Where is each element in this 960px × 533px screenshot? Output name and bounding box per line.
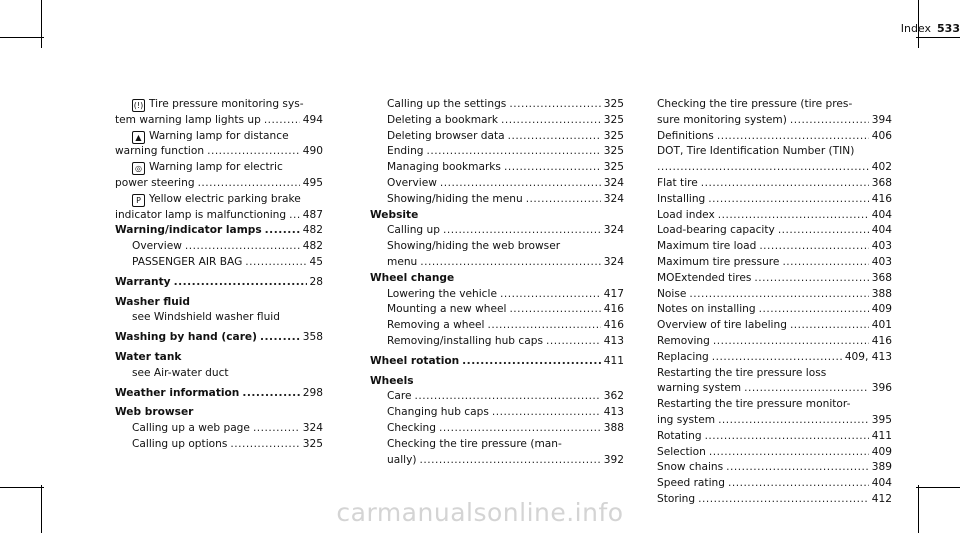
index-entry[interactable]: Showing/hiding the menu ..... 324	[370, 192, 624, 208]
index-entry[interactable]: Managing bookmarks ..... 325	[370, 160, 624, 176]
page-ref[interactable]: 403	[871, 240, 892, 253]
index-entry: Checking the tire pressure (man-	[387, 437, 562, 450]
index-entry[interactable]: Notes on installing ..... 409	[657, 302, 892, 318]
index-column-1	[115, 97, 323, 453]
index-entry[interactable]: warning function ..... 490	[115, 144, 323, 160]
index-heading: Website	[370, 208, 419, 221]
index-entry: Showing/hiding the web browser	[387, 240, 561, 253]
page-ref[interactable]: 416	[871, 334, 892, 347]
page-ref[interactable]: 368	[871, 176, 892, 189]
page-ref[interactable]: 362	[603, 390, 624, 403]
index-heading[interactable]: Weather information ..... 298	[115, 386, 323, 402]
index-entry[interactable]: ually) ..... 392	[370, 453, 624, 469]
index-entry: Checking the tire pressure (tire pres-	[657, 98, 853, 110]
index-heading: Wheel change	[370, 271, 455, 284]
index-entry[interactable]: Load index ..... 404	[657, 208, 892, 224]
index-entry[interactable]: Calling up the settings ..... 325	[370, 97, 624, 113]
see-reference[interactable]: see Windshield washer fluid	[132, 311, 280, 324]
page-ref[interactable]: 298	[302, 386, 323, 399]
page-ref[interactable]: 411	[871, 429, 892, 442]
index-entry[interactable]: Overview of tire labeling ..... 401	[657, 318, 892, 334]
page-ref[interactable]: 45	[309, 255, 323, 268]
page-ref[interactable]: 416	[603, 319, 624, 332]
index-entry[interactable]: Calling up options ..... 325	[115, 437, 323, 453]
page-ref[interactable]: 413	[603, 334, 624, 347]
index-entry[interactable]: Speed rating ..... 404	[657, 476, 892, 492]
index-entry[interactable]: Calling up a web page ..... 324	[115, 421, 323, 437]
crop-mark	[0, 487, 44, 488]
watermark: carmanualsonline.info	[336, 498, 624, 527]
index-entry: P Yellow electric parking brake	[115, 192, 323, 208]
page-ref[interactable]: 388	[871, 287, 892, 300]
page-ref[interactable]: 417	[603, 287, 624, 300]
index-entry[interactable]: MOExtended tires ..... 368	[657, 271, 892, 287]
page-ref[interactable]: 494	[302, 113, 323, 126]
page-ref[interactable]: 325	[302, 437, 323, 450]
index-entry[interactable]	[657, 160, 892, 176]
page-ref[interactable]: 389	[871, 461, 892, 474]
page-ref[interactable]: 404	[871, 224, 892, 237]
see-reference[interactable]: see Air-water duct	[132, 366, 229, 379]
index-entry: Restarting the tire pressure monitor-	[657, 398, 851, 411]
index-entry[interactable]: Rotating ..... 411	[657, 429, 892, 445]
page-ref[interactable]: 411	[603, 354, 624, 367]
page-ref[interactable]: 404	[871, 477, 892, 490]
page-ref[interactable]: 325	[603, 129, 624, 142]
page-ref[interactable]: 396	[871, 382, 892, 395]
index-entry[interactable]: Overview ..... 324	[370, 176, 624, 192]
page-ref[interactable]: 401	[871, 319, 892, 332]
page-ref[interactable]: 409	[871, 303, 892, 316]
page-ref[interactable]: 325	[603, 98, 624, 110]
index-entry[interactable]: Installing ..... 416	[657, 192, 892, 208]
page-ref[interactable]: 487	[302, 208, 323, 221]
index-heading[interactable]: Wheel rotation ..... 411	[370, 354, 624, 370]
index-entry[interactable]: Changing hub caps ..... 413	[370, 405, 624, 421]
page-ref[interactable]: 394	[871, 113, 892, 126]
page-ref[interactable]: 28	[309, 275, 323, 288]
index-heading: Wheels	[370, 374, 414, 387]
index-heading[interactable]: Warning/indicator lamps ..... 482	[115, 223, 323, 239]
crop-mark	[41, 0, 42, 48]
index-entry[interactable]: Mounting a new wheel ..... 416	[370, 302, 624, 318]
index-heading: Washer fluid	[115, 295, 191, 308]
section-title: Index	[900, 22, 932, 35]
page-ref[interactable]: 325	[603, 145, 624, 158]
index-entry[interactable]: Storing ..... 412	[657, 492, 892, 508]
index-heading[interactable]: Warranty ..... 28	[115, 275, 323, 291]
tpms-warning-icon: (!)	[133, 101, 144, 110]
index-entry[interactable]: Care ..... 362	[370, 389, 624, 405]
index-entry[interactable]: Ending ..... 325	[370, 144, 624, 160]
index-entry[interactable]: Removing ..... 416	[657, 334, 892, 350]
index-entry[interactable]: warning system ..... 396	[657, 381, 892, 397]
index-entry[interactable]: Flat tire ..... 368	[657, 176, 892, 192]
index-entry[interactable]: Deleting browser data ..... 325	[370, 129, 624, 145]
index-entry[interactable]: Selection ..... 409	[657, 445, 892, 461]
index-entry[interactable]: Maximum tire pressure ..... 403	[657, 255, 892, 271]
page-ref[interactable]: 392	[603, 453, 624, 466]
page-ref[interactable]: 409	[871, 445, 892, 458]
index-entry: (!) Tire pressure monitoring sys-	[133, 98, 304, 110]
page-ref[interactable]: 416	[603, 303, 624, 316]
index-heading[interactable]: Washing by hand (care) ..... 358	[115, 330, 323, 346]
page-ref[interactable]: 413	[603, 406, 624, 419]
index-entry[interactable]: indicator lamp is malfunctioning ..... 487	[115, 208, 323, 224]
page-ref[interactable]: 358	[302, 331, 323, 344]
index-entry[interactable]: PASSENGER AIR BAG ..... 45	[115, 255, 323, 271]
index-entry: ◎ Warning lamp for electric	[115, 160, 323, 176]
index-entry[interactable]: Overview ..... 482	[115, 239, 323, 255]
page-header	[89, 22, 960, 35]
crop-mark	[916, 487, 960, 488]
page-ref[interactable]: 482	[302, 240, 323, 253]
page-ref[interactable]: 412	[871, 492, 892, 505]
index-column-2	[370, 97, 624, 468]
index-entry[interactable]: Removing/installing hub caps ..... 413	[370, 334, 624, 350]
index-entry[interactable]: Definitions ..... 406	[657, 129, 892, 145]
parking-brake-icon: P	[132, 194, 145, 207]
electric-steering-icon: ◎	[132, 162, 145, 175]
page-ref[interactable]: 406	[871, 129, 892, 142]
index-entry[interactable]: sure monitoring system) ..... 394	[657, 113, 892, 129]
page-ref[interactable]: 402	[871, 161, 892, 174]
index-entry: ▲ Warning lamp for distance	[115, 129, 323, 145]
index-entry[interactable]: menu ..... 324	[370, 255, 624, 271]
page-ref[interactable]: 395	[871, 413, 892, 426]
page-ref[interactable]: 495	[302, 176, 323, 189]
page-ref[interactable]: 324	[603, 176, 624, 189]
index-entry[interactable]: Snow chains ..... 389	[657, 460, 892, 476]
page-ref[interactable]: 325	[603, 161, 624, 174]
index-entry[interactable]: Checking ..... 388	[370, 421, 624, 437]
page-ref[interactable]: 324	[302, 422, 323, 435]
page-ref[interactable]: 368	[871, 271, 892, 284]
page-ref[interactable]: 388	[603, 421, 624, 434]
page-ref[interactable]: 324	[603, 224, 624, 237]
index-entry[interactable]: Deleting a bookmark ..... 325	[370, 113, 624, 129]
page-ref[interactable]: 325	[603, 113, 624, 126]
page-ref[interactable]: 416	[871, 192, 892, 205]
distance-warning-icon: ▲	[132, 131, 145, 144]
index-heading: Web browser	[115, 406, 194, 419]
index-entry[interactable]: tem warning lamp lights up ..... 494	[115, 113, 323, 129]
page-ref[interactable]: 404	[871, 208, 892, 221]
page-ref[interactable]: 409, 413	[844, 350, 892, 363]
index-entry[interactable]: Replacing ..... 409, 413	[657, 350, 892, 366]
index-entry[interactable]: Noise ..... 388	[657, 287, 892, 303]
page-ref[interactable]: 490	[302, 145, 323, 158]
index-heading: Water tank	[115, 350, 182, 363]
index-entry[interactable]: Lowering the vehicle ..... 417	[370, 287, 624, 303]
crop-mark	[0, 37, 44, 38]
index-column-3	[657, 97, 892, 508]
page-ref[interactable]: 324	[603, 192, 624, 205]
index-entry[interactable]: ing system ..... 395	[657, 413, 892, 429]
page-number: 533	[937, 22, 960, 35]
index-entry[interactable]: Removing a wheel ..... 416	[370, 318, 624, 334]
crop-mark	[916, 37, 960, 38]
page-ref[interactable]: 324	[603, 255, 624, 268]
index-entry[interactable]: Load-bearing capacity ..... 404	[657, 223, 892, 239]
index-entry[interactable]: Maximum tire load ..... 403	[657, 239, 892, 255]
index-entry: Restarting the tire pressure loss	[657, 366, 827, 379]
index-entry[interactable]: power steering ..... 495	[115, 176, 323, 192]
index-entry: DOT, Tire Identification Number (TIN)	[657, 145, 855, 158]
page-ref[interactable]: 482	[302, 224, 323, 237]
page-ref[interactable]: 403	[871, 255, 892, 268]
index-entry[interactable]: Calling up ..... 324	[370, 223, 624, 239]
